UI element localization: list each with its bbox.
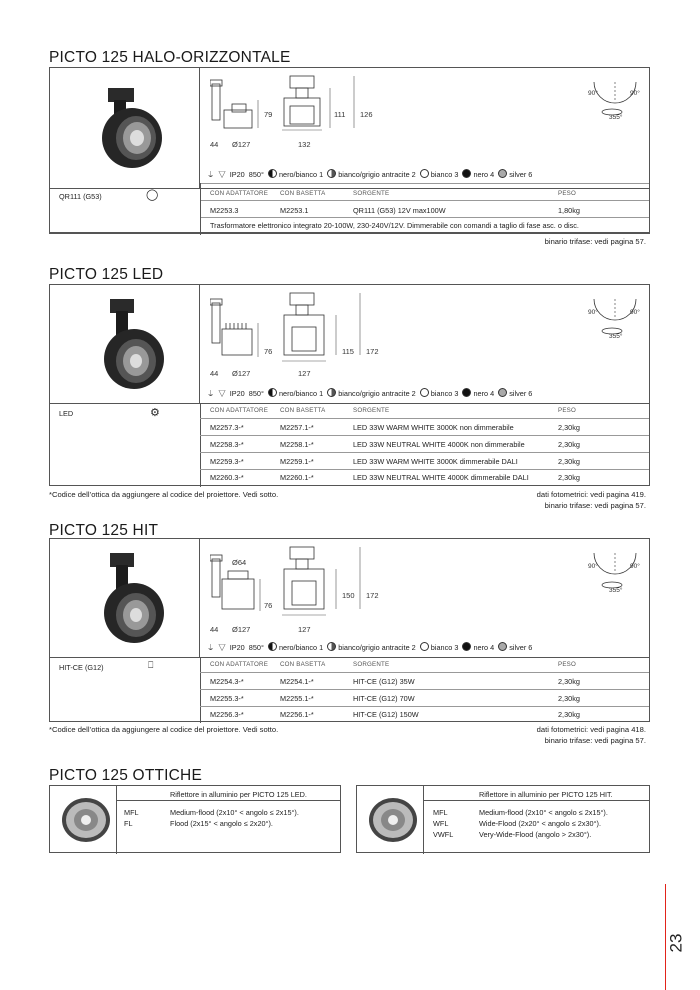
table-cell: 2,30kg — [558, 457, 580, 466]
table-cell: M2253.3 — [210, 206, 239, 215]
swatch-black — [462, 642, 471, 651]
dim-height-2: 111 — [334, 110, 346, 119]
optic-code: FL — [124, 819, 133, 828]
note-track: binario trifase: vedi pagina 57. — [544, 237, 646, 246]
col-header-base: CON BASETTA — [280, 407, 326, 414]
note-photometric: dati fotometrici: vedi pagina 419. — [536, 490, 646, 499]
table-cell: HIT-CE (G12) 35W — [353, 677, 415, 686]
col-header-weight: PESO — [558, 190, 576, 197]
table-cell: 2,30kg — [558, 677, 580, 686]
table-cell: M2256.1-* — [280, 710, 314, 719]
table-cell: HIT-CE (G12) 150W — [353, 710, 419, 719]
flame-rating-icon: ▽ — [218, 389, 226, 398]
dim-depth: 44 — [210, 625, 219, 634]
table-cell: M2254.3-* — [210, 677, 244, 686]
table-cell: M2259.3-* — [210, 457, 244, 466]
optic-code: VWFL — [433, 830, 454, 839]
rotation-left: 90° — [588, 90, 598, 97]
table-cell: 1,80kg — [558, 206, 580, 215]
table-cell: M2258.1-* — [280, 440, 314, 449]
optic-code: MFL — [433, 808, 448, 817]
col-header-weight: PESO — [558, 407, 576, 414]
table-cell: LED 33W WARM WHITE 3000K dimmerabile DALI — [353, 457, 518, 466]
swatch-silver — [498, 169, 507, 178]
glow-wire: 850° — [248, 643, 264, 652]
table-cell: M2256.3-* — [210, 710, 244, 719]
finish-3: bianco 3 — [430, 643, 459, 652]
optics-box-led — [49, 785, 341, 853]
table-cell: 2,30kg — [558, 473, 580, 482]
table-cell: M2254.1-* — [280, 677, 314, 686]
note-optic-code: *Codice dell’ottica da aggiungere al codice del proiettore. Vedi sotto. — [49, 725, 279, 734]
table-cell: M2260.3-* — [210, 473, 244, 482]
finish-4: nero 4 — [473, 389, 495, 398]
dim-diameter: Ø127 — [232, 625, 251, 634]
finish-bar — [207, 169, 532, 180]
swatch-white — [420, 642, 429, 651]
table-cell: 2,30kg — [558, 440, 580, 449]
optics-box-hit — [356, 785, 650, 853]
fixture-photo-cell — [50, 285, 200, 403]
section-title-optics: PICTO 125 OTTICHE — [49, 767, 202, 784]
dim-height-3: 126 — [360, 110, 373, 119]
finish-2: bianco/grigio antracite 2 — [338, 389, 416, 398]
dimension-drawing — [210, 543, 390, 627]
dim-height: 76 — [264, 347, 273, 356]
ground-icon: ⏚ — [207, 643, 215, 652]
optic-desc: Medium-flood (2x10° < angolo ≤ 2x15°). — [170, 808, 299, 817]
col-header-source: SORGENTE — [353, 661, 390, 668]
flame-rating-icon: ▽ — [218, 170, 226, 179]
finish-4: nero 4 — [473, 643, 495, 652]
dim-width: 127 — [298, 625, 311, 634]
optics-heading: Riflettore in alluminio per PICTO 125 LED. — [170, 790, 307, 799]
table-cell: 2,30kg — [558, 423, 580, 432]
finish-2: bianco/grigio antracite 2 — [338, 643, 416, 652]
finish-1: nero/bianco 1 — [278, 170, 324, 179]
table-cell: M2255.3-* — [210, 694, 244, 703]
swatch-white-grey — [327, 388, 336, 397]
dim-width: 127 — [298, 369, 311, 378]
fixture-photo-cell — [50, 539, 200, 657]
dim-height-2: 115 — [342, 347, 354, 356]
fixture-photo — [96, 549, 176, 649]
swatch-white-grey — [327, 642, 336, 651]
lamp-type-label: HIT-CE (G12) — [59, 663, 104, 672]
ground-icon: ⏚ — [207, 170, 215, 179]
rotation-right: 90° — [630, 90, 640, 97]
table-cell: 2,30kg — [558, 694, 580, 703]
rotation-left: 90° — [588, 309, 598, 316]
col-header-adapter: CON ADATTATORE — [210, 190, 269, 197]
section-title-hit: PICTO 125 HIT — [49, 522, 159, 539]
rotation-right: 90° — [630, 563, 640, 570]
col-header-base: CON BASETTA — [280, 661, 326, 668]
swatch-black-white — [268, 642, 277, 651]
col-header-adapter: CON ADATTATORE — [210, 407, 269, 414]
finish-bar — [207, 642, 532, 653]
finish-4: nero 4 — [473, 170, 495, 179]
rotation-right: 90° — [630, 309, 640, 316]
finish-5: silver 6 — [509, 170, 533, 179]
swatch-white — [420, 388, 429, 397]
finish-2: bianco/grigio antracite 2 — [338, 170, 416, 179]
swatch-silver — [498, 642, 507, 651]
table-cell: HIT-CE (G12) 70W — [353, 694, 415, 703]
ground-icon: ⏚ — [207, 389, 215, 398]
note-optic-code: *Codice dell’ottica da aggiungere al codice del proiettore. Vedi sotto. — [49, 490, 279, 499]
product-panel-hit — [49, 538, 650, 722]
rotation-pan: 355° — [609, 114, 623, 121]
section-title-led: PICTO 125 LED — [49, 266, 164, 283]
dim-height-3: 172 — [366, 347, 379, 356]
glow-wire: 850° — [248, 389, 264, 398]
optic-desc: Wide-Flood (2x20° < angolo ≤ 2x30°). — [479, 819, 601, 828]
col-header-base: CON BASETTA — [280, 190, 326, 197]
dim-height: 76 — [264, 601, 273, 610]
swatch-white — [420, 169, 429, 178]
fixture-photo — [90, 80, 170, 175]
optic-desc: Medium-flood (2x10° < angolo ≤ 2x15°). — [479, 808, 608, 817]
swatch-black — [462, 388, 471, 397]
dim-height-2: 150 — [342, 591, 355, 600]
note-photometric: dati fotometrici: vedi pagina 418. — [536, 725, 646, 734]
reflector-photo — [60, 796, 112, 844]
table-cell: M2257.3-* — [210, 423, 244, 432]
ip-rating: IP20 — [229, 389, 245, 398]
table-cell: LED 33W NEUTRAL WHITE 4000K dimmerabile DALI — [353, 473, 529, 482]
ip-rating: IP20 — [229, 170, 245, 179]
swatch-black-white — [268, 388, 277, 397]
table-cell: M2258.3-* — [210, 440, 244, 449]
col-header-source: SORGENTE — [353, 190, 390, 197]
col-header-source: SORGENTE — [353, 407, 390, 414]
dim-depth: 44 — [210, 140, 219, 149]
table-cell: QR111 (G53) 12V max100W — [353, 206, 446, 215]
dim-socket-diameter: Ø64 — [232, 558, 247, 567]
swatch-white-grey — [327, 169, 336, 178]
dim-height: 79 — [264, 110, 273, 119]
table-cell: M2260.1-* — [280, 473, 314, 482]
note-track: binario trifase: vedi pagina 57. — [544, 501, 646, 510]
table-cell: LED 33W WARM WHITE 3000K non dimmerabile — [353, 423, 514, 432]
reflector-photo — [367, 796, 419, 844]
led-chip-icon: ⚙ — [150, 407, 160, 419]
table-cell: M2255.1-* — [280, 694, 314, 703]
table-cell: 2,30kg — [558, 710, 580, 719]
dim-diameter: Ø127 — [232, 140, 251, 149]
section-title-halo: PICTO 125 HALO-ORIZZONTALE — [49, 49, 291, 66]
lamp-bulb-icon: ◯ — [146, 189, 159, 201]
glow-wire: 850° — [248, 170, 264, 179]
col-header-weight: PESO — [558, 661, 576, 668]
swatch-silver — [498, 388, 507, 397]
table-cell: M2257.1-* — [280, 423, 314, 432]
flame-rating-icon: ▽ — [218, 643, 226, 652]
optic-desc: Flood (2x15° < angolo ≤ 2x20°). — [170, 819, 273, 828]
finish-1: nero/bianco 1 — [278, 643, 324, 652]
swatch-black-white — [268, 169, 277, 178]
page-number: 23 — [666, 933, 686, 953]
table-cell: M2259.1-* — [280, 457, 314, 466]
optics-heading: Riflettore in alluminio per PICTO 125 HIT. — [479, 790, 613, 799]
product-panel-halo — [49, 67, 650, 234]
fixture-photo — [96, 295, 176, 395]
rotation-pan: 355° — [609, 333, 623, 340]
col-header-adapter: CON ADATTATORE — [210, 661, 269, 668]
table-cell: LED 33W NEUTRAL WHITE 4000K non dimmerabile — [353, 440, 525, 449]
fixture-photo-cell — [50, 68, 200, 188]
finish-5: silver 6 — [509, 643, 533, 652]
finish-5: silver 6 — [509, 389, 533, 398]
dim-height-3: 172 — [366, 591, 379, 600]
optic-desc: Very-Wide-Flood (angolo > 2x30°). — [479, 830, 592, 839]
dimension-drawing — [210, 289, 390, 373]
ip-rating: IP20 — [229, 643, 245, 652]
dim-width: 132 — [298, 140, 311, 149]
table-cell: M2253.1 — [280, 206, 309, 215]
swatch-black — [462, 169, 471, 178]
dim-diameter: Ø127 — [232, 369, 251, 378]
optic-code: WFL — [433, 819, 449, 828]
finish-1: nero/bianco 1 — [278, 389, 324, 398]
finish-bar — [207, 388, 532, 399]
finish-3: bianco 3 — [430, 170, 459, 179]
dim-depth: 44 — [210, 369, 219, 378]
rotation-left: 90° — [588, 563, 598, 570]
lamp-type-label: QR111 (G53) — [59, 192, 102, 201]
lamp-type-label: LED — [59, 409, 74, 418]
finish-3: bianco 3 — [430, 389, 459, 398]
optic-code: MFL — [124, 808, 139, 817]
note-track: binario trifase: vedi pagina 57. — [544, 736, 646, 745]
product-panel-led — [49, 284, 650, 486]
rotation-pan: 355° — [609, 587, 623, 594]
table-footer-note: Trasformatore elettronico integrato 20-100W, 230-240V/12V. Dimmerabile con comandi a taglio di fase asc. o disc. — [210, 221, 579, 230]
lamp-tube-icon: ⎕ — [148, 660, 154, 670]
